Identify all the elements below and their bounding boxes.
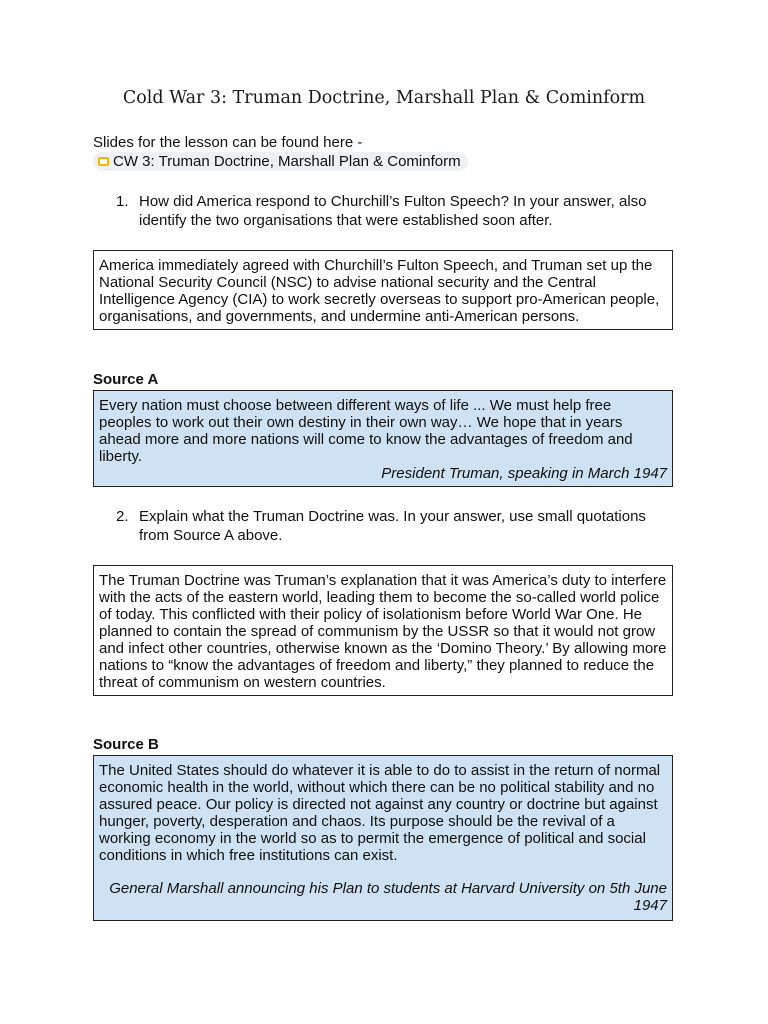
- source-b-label: Source B: [93, 736, 159, 753]
- intro-text: Slides for the lesson can be found here -: [93, 134, 363, 151]
- question-1: [116, 192, 676, 230]
- source-a-label: Source A: [93, 371, 159, 388]
- answer-1-text: America immediately agreed with Churchill’s Fulton Speech, and Truman set up the National Security Council (NSC) to advise national security and the Central Intelligence Agency (CIA) to work secretly overseas to support pro-American people, organisations, and governments, and undermine anti-American persons.: [99, 257, 660, 325]
- question-1-text: How did America respond to Churchill’s Fulton Speech? In your answer, also identify the two organisations that were established soon after.: [139, 193, 647, 229]
- slides-icon: [98, 157, 109, 166]
- slides-link-chip[interactable]: [93, 152, 468, 171]
- slides-link-label: CW 3: Truman Doctrine, Marshall Plan & Cominform: [113, 153, 461, 170]
- source-a-box: [93, 390, 673, 487]
- source-a-quote: Every nation must choose between different ways of life ... We must help free peoples to work out their own destiny in their own way… We hope that in years ahead more and more nations will come to know the advantages of freedom and liberty.: [99, 397, 633, 465]
- answer-2-box[interactable]: [93, 565, 673, 696]
- answer-1-box[interactable]: [93, 250, 673, 330]
- page-title: Cold War 3: Truman Doctrine, Marshall Plan & Cominform: [122, 88, 646, 108]
- question-2-number: 2.: [116, 508, 129, 525]
- source-b-quote: The United States should do whatever it is able to do to assist in the return of normal economic health in the world, without which there can be no political stability and no assured peace. Our policy is directed not against any country or doctrine but against hunger, poverty, desperation and chaos. Its purpose should be the revival of a working economy in the world so as to permit the emergence of political and social conditions in which free institutions can exist.: [99, 762, 661, 864]
- question-2-text: Explain what the Truman Doctrine was. In your answer, use small quotations from Source A above.: [139, 508, 646, 544]
- question-2: [116, 507, 676, 545]
- source-b-attribution: General Marshall announcing his Plan to students at Harvard University on 5th June 1947: [109, 880, 667, 914]
- source-a-attribution: President Truman, speaking in March 1947: [381, 465, 667, 482]
- source-b-box: [93, 755, 673, 921]
- question-1-number: 1.: [116, 193, 129, 210]
- answer-2-text: The Truman Doctrine was Truman’s explanation that it was America’s duty to interfere with the acts of the eastern world, leading them to become the so-called world police of today. This conflicted with their policy of isolationism before World War One. He planned to contain the spread of communism by the USSR so that it would not grow and infect other countries, otherwise known as the ‘Domino Theory.’ By allowing more nations to “know the advantages of freedom and liberty,” they planned to reduce the threat of communism on western countries.: [99, 572, 667, 691]
